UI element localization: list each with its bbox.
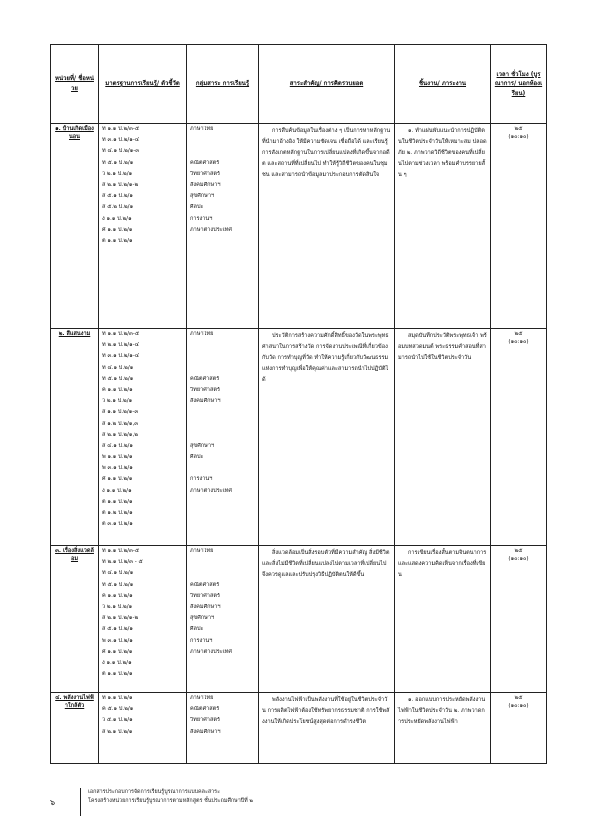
tasks-cell (395, 693, 491, 764)
subject-item (190, 409, 255, 420)
subjects-cell (187, 329, 259, 546)
content-cell (259, 693, 395, 764)
unit-cell: ๓. เรื่องสิ่งแวดล้อม (51, 546, 99, 693)
subject-item: ศิลปะ (190, 454, 204, 461)
standard-item: ต ๑.๑ ป.๒/๑ (102, 671, 133, 678)
subject-item (190, 465, 255, 476)
subject-item (190, 353, 255, 364)
subject-item (190, 342, 255, 353)
hours-value: (๑๐:๑๐) (508, 133, 529, 140)
subject-item: ศิลปะ (190, 626, 204, 633)
content-text: สิ่งแวดล้อมเป็นสิ่งรอบตัวที่มีความสำคัญ สิ่งมีชีวิตและสิ่งไม่มีชีวิตที่เปลี่ยนแปลงไปตามเวลาที่เปลี่ยนไป จึงควรดูแลและปรับปรุงวิธีปฏิบัติตนให้ดีขึ้น (262, 550, 390, 578)
subject-item (190, 559, 255, 570)
standard-item: พ ๓.๑ ป.๒/๑ (102, 637, 133, 644)
standard-item: ง ๑.๑ ป.๒/๑ (102, 487, 132, 494)
subject-item: ภาษาต่างประเทศ (190, 648, 232, 655)
standard-item: ศ ๑.๑ ป.๒/๑ (102, 476, 133, 483)
standard-item: ส ๕.๑ ป.๒/๑ (102, 626, 133, 633)
subject-item: วิทยาศาสตร์ (190, 386, 220, 393)
standard-item: ต ๑.๑ ป.๒/๑ (102, 498, 133, 505)
standard-item: ว ๒.๑ ป.๒/๑ (102, 603, 133, 610)
subject-item: คณิตศาสตร์ (190, 581, 220, 588)
standard-item: ท ๕.๑ ป.๒/๑ (102, 581, 134, 588)
content-text: ประวัติการสร้างความศักดิ์สิทธิ์ของวัดในพระพุทธศาสนาในการสร้างวัด การจัดงานประเพณีที่เกี่ยวข้องกับวัด การทำบุญที่วัด ทำให้ความรู้เกี่ยวกับวัฒนธรรมแห่งการทำบุญเพื่อให้คุณค่าและสามารถนำไปปฏิบัติได้ (262, 333, 389, 383)
hours-value: ๒๕ (514, 331, 523, 337)
subject-item (190, 148, 255, 159)
subjects-cell (187, 546, 259, 693)
standard-item: ศ ๑.๑ ป.๒/๑ (102, 226, 133, 233)
tasks-cell (395, 124, 491, 329)
subject-item: ภาษาไทย (190, 331, 214, 337)
footer-text (88, 788, 253, 806)
hours-cell (491, 693, 547, 764)
table-row (51, 124, 547, 329)
standard-item: ส ๕.๑ ป.๒/๑ (102, 193, 133, 200)
standard-item: ส ๒.๑ ป.๒/๑ (102, 728, 133, 735)
header-subjects: กลุ่มสาระ การเรียนรู้ (187, 45, 259, 124)
subject-item: วิทยาศาสตร์ (190, 717, 220, 724)
standard-item: ง ๑.๑ ป.๒/๑ (102, 659, 132, 666)
standard-item: ส ๒.๑ ป.๒/๑,๒ (102, 431, 138, 438)
subject-item: การงานฯ (190, 637, 213, 644)
standard-item: ว ๒.๑ ป.๒/๑ (102, 170, 133, 177)
standards-cell (99, 693, 187, 764)
standard-item: ส ๒.๑ ป.๒/๑-๒ (102, 181, 139, 188)
subject-item (190, 421, 255, 432)
standard-item: พ ๓.๑ ป.๒/๑ (102, 465, 133, 472)
header-content: สาระสำคัญ/ การคิดรวบยอด (259, 45, 395, 124)
standard-item: ว ๕.๑ ป.๒/๑ (102, 717, 133, 724)
tasks-cell (395, 329, 491, 546)
standard-item: ส ๑.๑ ป.๒/๑-๓ (102, 409, 139, 416)
hours-value: ๒๕ (514, 548, 523, 554)
footer-line-1: เอกสารประกอบการจัดการเรียนรู้บูรณาการแบบคละสาระ (88, 789, 220, 795)
page-number: ๖ (50, 798, 56, 807)
footer-divider (80, 788, 81, 816)
standard-item: ท ๓.๑ ป.๒/๑-๔ (102, 137, 140, 144)
standard-item: ต ๓.๑ ป.๒/๑ (102, 521, 133, 528)
subject-item: สุขศึกษาฯ (190, 193, 215, 200)
subject-item: การงานฯ (190, 476, 213, 483)
hours-cell (491, 124, 547, 329)
standard-item: ส ๒.๑ ป.๒/๑-๒ (102, 615, 139, 622)
subject-item: ภาษาไทย (190, 548, 214, 554)
subject-item: ภาษาต่างประเทศ (190, 226, 232, 233)
subject-item: สังคมศึกษาฯ (190, 603, 221, 610)
curriculum-table (50, 44, 547, 764)
table-row (51, 546, 547, 693)
header-tasks: ชิ้นงาน/ ภาระงาน (395, 45, 491, 124)
subject-item: วิทยาศาสตร์ (190, 592, 220, 599)
standard-item: ว ๒.๑ ป.๒/๑ (102, 398, 133, 405)
standard-item: ท ๔.๑ ป.๒/๑ (102, 364, 134, 371)
standards-cell (99, 124, 187, 329)
tasks-text: สมุดบันทึกประวัติพระพุทธเจ้า พร้อมบทสวดมนต์ พระธรรมคำสอนที่สามารถนำไปใช้ในชีวิตประจำวัน (398, 333, 487, 361)
standard-item: ท ๑.๑ ป.๒/๓-๕ (102, 126, 140, 132)
standard-item: ต ๑.๑ ป.๒/๑ (102, 237, 133, 244)
subject-item: คณิตศาสตร์ (190, 706, 220, 713)
subject-item: วิทยาศาสตร์ (190, 170, 220, 177)
unit-cell: ๒. สีแสนงาม (51, 329, 99, 546)
standard-item: ง ๑.๑ ป.๒/๑ (102, 215, 132, 222)
standards-cell (99, 546, 187, 693)
tasks-text: ๑. ออกแบบการประหยัดพลังงานไฟฟ้าในชีวิตประจำวัน ๒. ภาพวาดการประหยัดพลังงานไฟฟ้า (398, 697, 486, 725)
subject-item (190, 570, 255, 581)
content-cell (259, 329, 395, 546)
header-unit: หน่วยที่/ ชื่อหน่วย (51, 45, 99, 124)
standard-item: ท ๔.๑ ป.๒/๑-๓ (102, 148, 140, 155)
content-text: การสืบค้นข้อมูลในเรื่องต่าง ๆ เป็นการหาหลักฐานที่นำมาอ้างอิง ให้มีความชัดเจน เชื่อถือได้ และเรียนรู้การสังเกตหลักฐานในการเปลี่ยนแปลงที่เกิดขึ้นจากอดีต และสถานที่ที่เปลี่ยนไป ทำให้รู้วิถีชีวิตของคนในชุมชน และสามารถนำข้อมูลมาประกอบการตัดสินใจ (262, 128, 391, 178)
subject-item: ภาษาไทย (190, 695, 214, 701)
standard-item: ท ๕.๑ ป.๒/๑ (102, 375, 134, 382)
tasks-cell (395, 546, 491, 693)
subject-item: คณิตศาสตร์ (190, 159, 220, 166)
content-cell (259, 124, 395, 329)
subjects-cell (187, 693, 259, 764)
table-row (51, 693, 547, 764)
subjects-cell (187, 124, 259, 329)
standard-item: ท ๑.๑ ป.๒/๓-๕ (102, 548, 140, 554)
subject-item: สุขศึกษาฯ (190, 615, 215, 622)
standard-item: ท ๑.๑ ป.๒/๑ (102, 695, 133, 701)
subject-item (190, 365, 255, 376)
standard-item: ค ๕.๑ ป.๒/๑ (102, 706, 134, 713)
content-text: พลังงานไฟฟ้าเป็นพลังงานที่ใช้อยู่ในชีวิตประจำวัน การผลิตไฟฟ้าต้องใช้ทรัพยากรธรรมชาติ การใช้พลังงานให้เกิดประโยชน์สูงสุดต่อการดำรงชีวิต (262, 697, 390, 725)
subject-item: สุขศึกษาฯ (190, 442, 215, 449)
standards-cell (99, 329, 187, 546)
standard-item: ท ๓.๑ ป.๒/๑-๔ (102, 353, 140, 360)
subject-item: ภาษาต่างประเทศ (190, 487, 232, 494)
tasks-text: การเขียนเรื่องสั้นตามจินตนาการและแสดงความคิดเห็นจากเรื่องที่เขียน (398, 550, 487, 578)
standard-item: ค ๑.๑ ป.๒/๑ (102, 592, 133, 599)
header-standards: มาตรฐานการเรียนรู้/ ตัวชี้วัด (99, 45, 187, 124)
standard-item: พ ๑.๑ ป.๒/๑ (102, 454, 133, 461)
hours-cell (491, 329, 547, 546)
subject-item: คณิตศาสตร์ (190, 375, 220, 382)
subject-item: สังคมศึกษาฯ (190, 181, 221, 188)
hours-value: ๒๕ (514, 126, 523, 132)
subject-item: การงานฯ (190, 215, 213, 222)
tasks-text: ๑. ทำแผ่นพับแนะนำการปฏิบัติตนในชีวิตประจำวันให้เหมาะสม ปลอดภัย ๒. ภาพวาดวิถีชีวิตของคนที่เปลี่ยนไปตามช่วงเวลา พร้อมคำบรรยายสั้น ๆ (398, 128, 487, 178)
standard-item: ท ๒.๑ ป.๒/๓ - ๕ (102, 559, 143, 566)
table-row (51, 329, 547, 546)
subject-item (190, 137, 255, 148)
standard-item: ท ๕.๑ ป.๒/๑ (102, 159, 134, 166)
hours-value: (๑๐:๑๐) (508, 702, 529, 709)
standard-item: ส ๕.๒ ป.๒/๑ (102, 204, 134, 211)
standard-item: ต ๑.๒ ป.๒/๑ (102, 510, 133, 516)
unit-cell: ๔. พลังงานไฟฟ้าใกล้ตัว (51, 693, 99, 764)
standard-item: ส ๑.๒ ป.๒/๑,๓ (102, 420, 139, 427)
subject-item (190, 432, 255, 443)
standard-item: ส ๔.๑ ป.๒/๑ (102, 442, 133, 449)
standard-item: ศ ๑.๑ ป.๒/๑ (102, 648, 133, 655)
standard-item: ท ๔.๑ ป.๒/๑ (102, 570, 134, 577)
hours-value: (๑๐:๑๐) (508, 555, 529, 562)
standard-item: ค ๑.๑ ป.๒/๑ (102, 386, 133, 393)
subject-item: ศิลปะ (190, 204, 204, 211)
subject-item: สังคมศึกษาฯ (190, 728, 221, 735)
header-hours: เวลา ชั่วโมง (บูรณาการ/ นอกห้องเรียน) (491, 45, 547, 124)
subject-item: สังคมศึกษาฯ (190, 398, 221, 405)
page-footer (50, 780, 550, 820)
content-cell (259, 546, 395, 693)
header-row (51, 45, 547, 124)
unit-cell: ๑. บ้านเกิดเมืองนอน (51, 124, 99, 329)
hours-value: ๒๕ (514, 695, 523, 701)
standard-item: ท ๒.๑ ป.๒/๑-๔ (102, 342, 139, 349)
hours-cell (491, 546, 547, 693)
subject-item: ภาษาไทย (190, 126, 214, 132)
standard-item: ท ๑.๑ ป.๒/๓-๕ (102, 331, 140, 337)
footer-line-2: โครงสร้างหน่วยการเรียนรู้บูรณาการตามหลักสูตร ชั้นประถมศึกษาปีที่ ๒ (88, 798, 253, 805)
hours-value: (๑๐:๑๐) (508, 338, 529, 345)
